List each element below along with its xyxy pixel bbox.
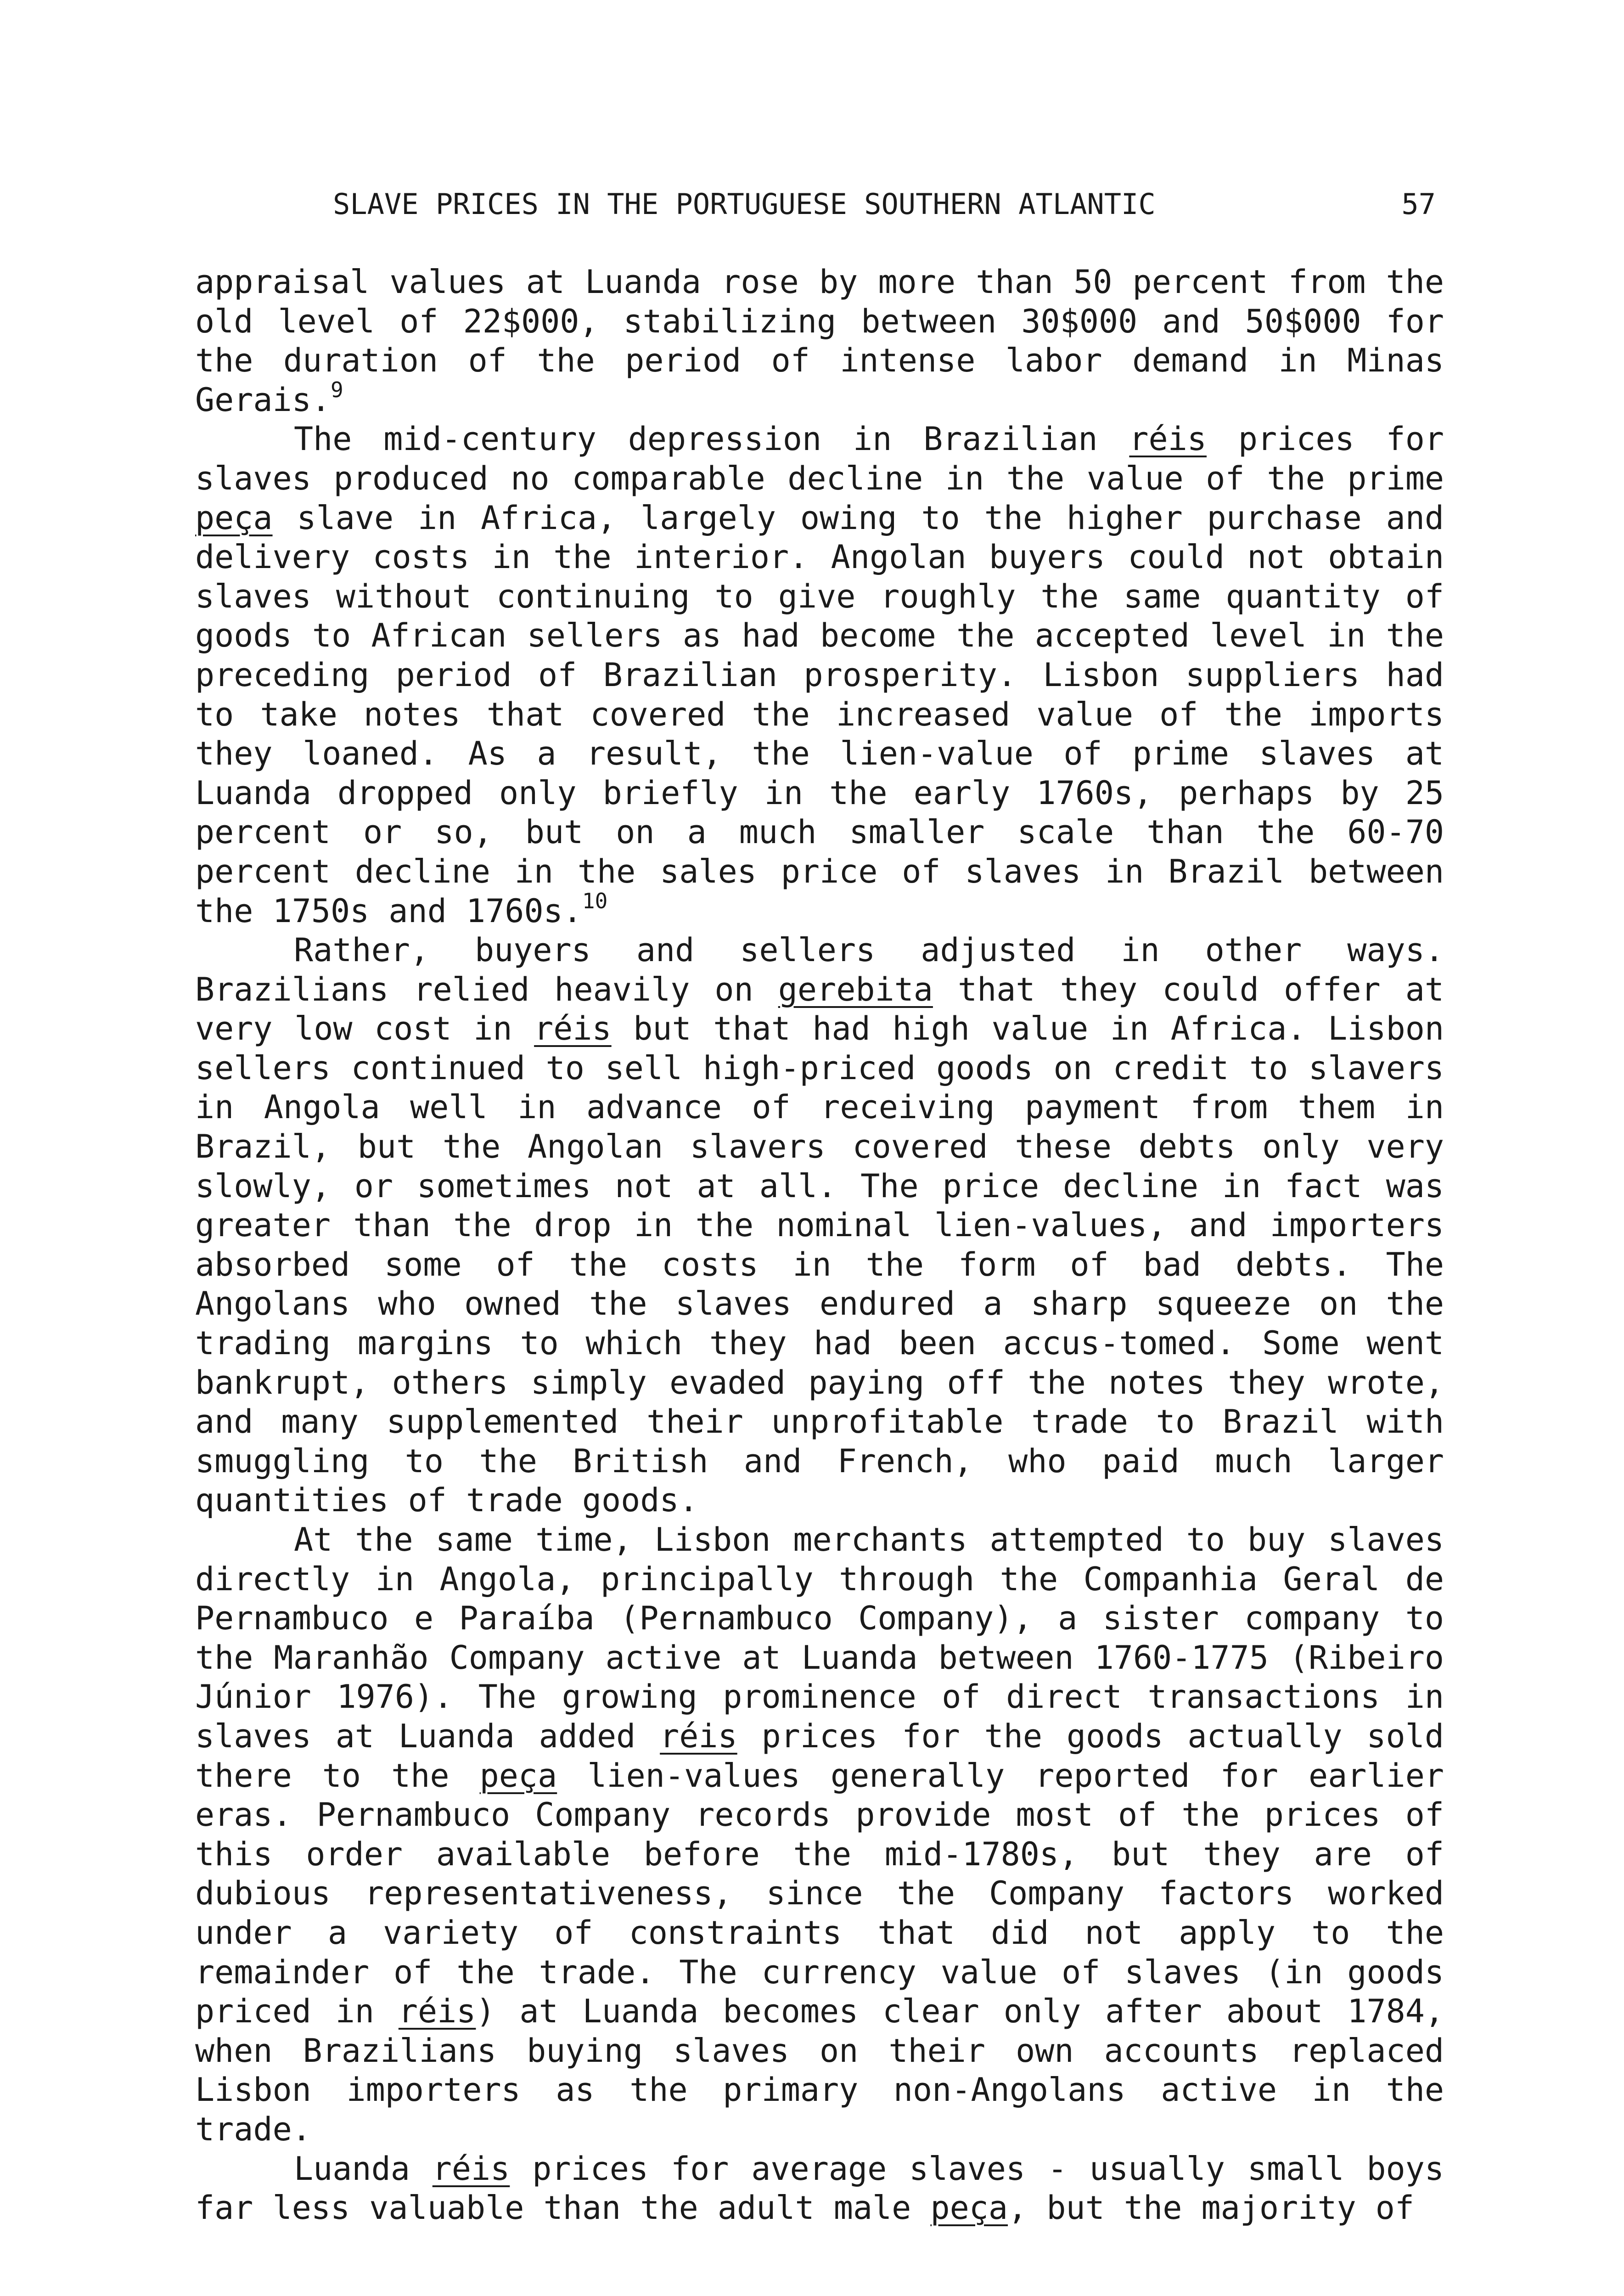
running-head: SLAVE PRICES IN THE PORTUGUESE SOUTHERN ATLANTIC — [333, 187, 1156, 221]
text-run: ) at Luanda becomes clear only after about 1784, when Brazilians buying slaves on their own accounts replaced Lisbon importers as the primary non-Angolans active in the trade. — [195, 1992, 1444, 2148]
page-header — [333, 181, 1436, 227]
text-run: Luanda — [294, 2150, 433, 2188]
underlined-term: réis — [1129, 420, 1207, 458]
text-run: At the same time, Lisbon merchants attempted to buy slaves directly in Angola, principally through the Companhia Geral de Pernambuco e Paraíba (Pernambuco Company), a sister company to the Maranhão Company active at Luanda between 1760-1775 (Ribeiro Júnior 1976). The growing prominence of direct transactions in slaves at Luanda added — [195, 1521, 1444, 1755]
underlined-term: réis — [432, 2150, 510, 2188]
paragraph-3 — [195, 931, 1444, 1520]
underlined-term: réis — [534, 1010, 612, 1048]
underlined-term: peça — [479, 1756, 557, 1795]
footnote-marker-9: 9 — [331, 377, 343, 402]
paragraph-4 — [195, 1520, 1444, 2150]
text-run: Rather, buyers and sellers adjusted in other ways. Brazilians relied heavily on — [195, 931, 1444, 1008]
text-run: prices for the goods actually sold there to the — [195, 1717, 1444, 1795]
underlined-term: peça — [930, 2189, 1008, 2227]
paragraph-1 — [195, 263, 1444, 420]
text-run: The mid-century depression in Brazilian — [294, 420, 1129, 458]
page-number: 57 — [1401, 187, 1436, 221]
underlined-term: gerebita — [778, 970, 933, 1008]
paragraph-2 — [195, 420, 1444, 931]
underlined-term: réis — [660, 1717, 737, 1755]
text-run: prices for slaves produced no comparable decline in the value of the prime — [195, 420, 1444, 497]
text-run: lien-values generally reported for earlier eras. Pernambuco Company records provide most of the prices of this order available before the mid-1780s, but they are of dubious representativeness, since the Company factors worked under a variety of constraints that did not apply to the remainder of the trade. The currency value of slaves (in goods priced in — [195, 1756, 1444, 2031]
footnote-marker-10: 10 — [582, 888, 608, 913]
text-run: that they could offer at very low cost in — [195, 970, 1444, 1048]
underlined-term: réis — [398, 1992, 476, 2031]
text-run: but that had high value in Africa. Lisbon sellers continued to sell high-priced goods on credit to slavers in Angola well in advance of receiving payment from them in Brazil, but the Angolan slavers covered these debts only very slowly, or sometimes not at all. The price decline in fact was greater than the drop in the nominal lien-values, and importers absorbed some of the costs in the form of bad debts. The Angolans who owned the slaves endured a sharp squeeze on the trading margins to which they had been accus-tomed. Some went bankrupt, others simply evaded paying off the notes they wrote, and many supplemented their unprofitable trade to Brazil with smuggling to the British and French, who paid much larger quantities of trade goods. — [195, 1010, 1444, 1519]
body-text — [195, 263, 1444, 2228]
text-run: slave in Africa, largely owing to the higher purchase and delivery costs in the interior. Angolan buyers could not obtain slaves without continuing to give roughly the same quantity of goods to African sellers as had become the accepted level in the preceding period of Brazilian prosperity. Lisbon suppliers had to take notes that covered the increased value of the imports they loaned. As a result, the lien-value of prime slaves at Luanda dropped only briefly in the early 1760s, perhaps by 25 percent or so, but on a much smaller scale than the 60-70 percent decline in the sales price of slaves in Brazil between the 1750s and 1760s. — [195, 499, 1444, 930]
underlined-term: peça — [195, 499, 273, 537]
text-run: , but the majority of — [1008, 2189, 1415, 2227]
paragraph-5 — [195, 2150, 1444, 2228]
text-run: appraisal values at Luanda rose by more than 50 percent from the old level of 22$000, stabilizing between 30$000 and 50$000 for the duration of the period of intense labor demand in Minas Gerais. — [195, 263, 1444, 419]
text-run: prices for average slaves - usually small boys far less valuable than the adult male — [195, 2150, 1444, 2227]
